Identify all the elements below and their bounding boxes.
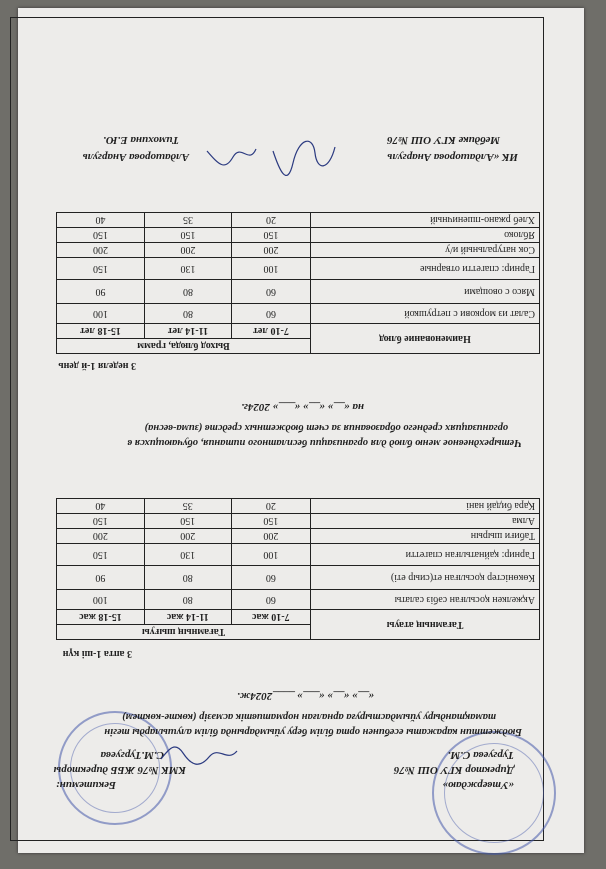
portion-value: 20 (231, 499, 310, 514)
uz-menu-table (56, 498, 540, 640)
footer-signature-right (204, 139, 259, 169)
table-row (57, 243, 540, 258)
dish-name: Гарнир: спагетти отварные (311, 258, 540, 280)
table-row (57, 566, 540, 590)
portion-value: 60 (231, 304, 310, 324)
portion-value: 150 (231, 228, 310, 243)
footer-company-person: Алдашорова Анаргуль (82, 151, 189, 163)
portion-value: 150 (57, 544, 145, 566)
portion-value: 90 (57, 566, 145, 590)
portion-value: 40 (57, 499, 145, 514)
uz-week-line: 3 апта 1-ші күн (62, 648, 132, 659)
portion-value: 80 (144, 280, 231, 304)
col-dish-header: Тағамның атауы (311, 610, 540, 640)
table-header-row (57, 339, 540, 354)
table-row (57, 590, 540, 610)
dish-name: Хлеб ржано-пшеничный (311, 213, 540, 228)
approved-name: С.М.Тургуева (100, 749, 164, 761)
age-header: 15-18 лет (57, 324, 145, 339)
ru-title-line-2: организациях среднего образования за счет бюджетных средств (зима-весна) (144, 422, 508, 433)
table-row (57, 514, 540, 529)
table-header-row (57, 625, 540, 640)
age-header: 7-10 лет (231, 324, 310, 339)
footer-signature-left (269, 133, 339, 177)
dish-name: Мясо с овощами (311, 280, 540, 304)
portion-value: 150 (57, 228, 145, 243)
ru-date-line: на «__» «__» «___» 2024г. (241, 401, 364, 413)
portion-value: 200 (231, 243, 310, 258)
approved-signature (159, 743, 239, 767)
table-row (57, 529, 540, 544)
table-row (57, 544, 540, 566)
table-row (57, 280, 540, 304)
agreed-label: «Утверждаю» (442, 779, 514, 791)
approved-label: Бекитемин: (55, 779, 116, 791)
agreed-name: Тургуева С.М. (447, 749, 514, 761)
dish-name: Гарнир: қайнатылған спагетти (311, 544, 540, 566)
dish-name: Көкөністер қосылған ет(сиыр еті) (311, 566, 540, 590)
portion-value: 20 (231, 213, 310, 228)
portion-value: 150 (57, 514, 145, 529)
portion-value: 200 (57, 243, 145, 258)
col-dish-header: Наименование блюд (311, 324, 540, 354)
dish-name: Ақжелкен қосылған сәбіз салаты (311, 590, 540, 610)
ru-menu-table (56, 212, 540, 354)
footer-org-person: Тимохина Е.Ю. (103, 134, 179, 146)
portion-value: 60 (231, 280, 310, 304)
portion-value: 60 (231, 590, 310, 610)
portion-value: 80 (144, 566, 231, 590)
portion-value: 60 (231, 566, 310, 590)
ru-title-line-1: Четырехдневное меню блюд для организации бесплатного питания, обучающихся в (127, 437, 522, 448)
col-portion-header: Тағамның шығуы (57, 625, 311, 640)
portion-value: 100 (57, 590, 145, 610)
table-row (57, 304, 540, 324)
portion-value: 90 (57, 280, 145, 304)
portion-value: 80 (144, 304, 231, 324)
portion-value: 35 (144, 213, 231, 228)
age-header: 15-18 жас (57, 610, 145, 625)
footer-org-role: Мебдике КГУ ОШ №76 (387, 134, 500, 146)
portion-value: 150 (144, 228, 231, 243)
footer-company: ИК «Алдашорова Анаргуль (387, 151, 518, 163)
age-header: 11-14 лет (144, 324, 231, 339)
table-row (57, 228, 540, 243)
age-header: 11-14 жас (144, 610, 231, 625)
table-row (57, 258, 540, 280)
table-row (57, 499, 540, 514)
ru-week-line: 3 неделя 1-й день (58, 360, 136, 371)
agreed-role: Директор КГУ ОШ №76 (393, 764, 514, 776)
portion-value: 130 (144, 258, 231, 280)
portion-value: 200 (144, 529, 231, 544)
portion-value: 200 (57, 529, 145, 544)
uz-title-line-2: тамақтандыру уйымдастыруға арналған нормативтік асмәзір (көкте-көктем) (122, 711, 496, 722)
portion-value: 200 (231, 529, 310, 544)
portion-value: 150 (144, 514, 231, 529)
portion-value: 80 (144, 590, 231, 610)
dish-name: Қара бидай нанi (311, 499, 540, 514)
dish-name: Салат из моркови с петрушкой (311, 304, 540, 324)
table-row (57, 213, 540, 228)
dish-name: Алма (311, 514, 540, 529)
portion-value: 40 (57, 213, 145, 228)
dish-name: Сок натуральный и/у (311, 243, 540, 258)
portion-value: 130 (144, 544, 231, 566)
dish-name: Табиғи шырын (311, 529, 540, 544)
paper-sheet (18, 8, 584, 853)
dish-name: Яблоко (311, 228, 540, 243)
portion-value: 35 (144, 499, 231, 514)
age-header: 7-10 жас (231, 610, 310, 625)
portion-value: 200 (144, 243, 231, 258)
portion-value: 100 (231, 544, 310, 566)
approved-role: КМК №76 ЖББ директоры (53, 764, 186, 776)
col-portion-header: Выход блюда, грамм (57, 339, 311, 354)
portion-value: 150 (57, 258, 145, 280)
uz-date-line: «__» «__» «___» ____2024ж. (237, 690, 374, 702)
portion-value: 100 (231, 258, 310, 280)
portion-value: 100 (57, 304, 145, 324)
portion-value: 150 (231, 514, 310, 529)
uz-title-line-1: Бюджеттин каражаты есебинен орта білім беру уйымдарында білім алушыларды тегін (104, 726, 522, 737)
